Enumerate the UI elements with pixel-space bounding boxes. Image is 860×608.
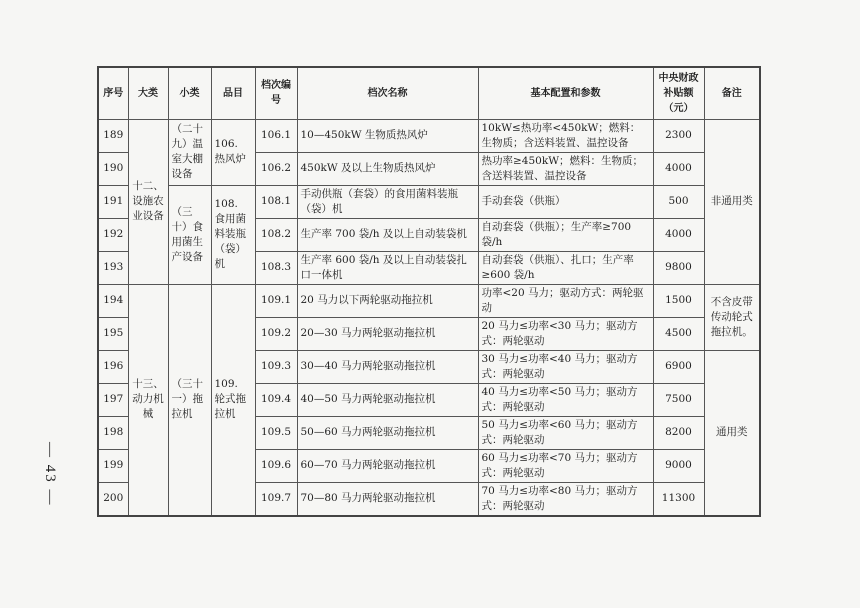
code-cell: 108.1 [255, 185, 297, 218]
name-cell: 60—70 马力两轮驱动拖拉机 [297, 449, 478, 482]
item-cell: 109. 轮式拖拉机 [211, 284, 255, 516]
name-cell: 生产率 600 袋/h 及以上自动装袋扎口一体机 [297, 251, 478, 284]
seq-cell: 197 [98, 383, 128, 416]
code-cell: 109.7 [255, 482, 297, 516]
subsidy-cell: 1500 [653, 284, 704, 317]
config-cell: 30 马力≤功率<40 马力；驱动方式：两轮驱动 [478, 350, 653, 383]
code-cell: 109.3 [255, 350, 297, 383]
major-category-cell: 十二、设施农业设备 [128, 119, 168, 284]
subsidy-cell: 4500 [653, 317, 704, 350]
code-cell: 108.2 [255, 218, 297, 251]
code-cell: 106.2 [255, 152, 297, 185]
subsidy-cell: 9800 [653, 251, 704, 284]
seq-cell: 196 [98, 350, 128, 383]
header-item: 品目 [211, 67, 255, 119]
header-subsidy: 中央财政补贴额（元） [653, 67, 704, 119]
subsidy-cell: 6900 [653, 350, 704, 383]
header-remark: 备注 [704, 67, 760, 119]
config-cell: 自动套袋（供瓶）、扎口；生产率≥600 袋/h [478, 251, 653, 284]
code-cell: 109.6 [255, 449, 297, 482]
name-cell: 生产率 700 袋/h 及以上自动装袋机 [297, 218, 478, 251]
seq-cell: 192 [98, 218, 128, 251]
seq-cell: 194 [98, 284, 128, 317]
code-cell: 106.1 [255, 119, 297, 152]
remark-cell: 非通用类 [704, 119, 760, 284]
name-cell: 50—60 马力两轮驱动拖拉机 [297, 416, 478, 449]
name-cell: 450kW 及以上生物质热风炉 [297, 152, 478, 185]
name-cell: 手动供瓶（套袋）的食用菌料装瓶（袋）机 [297, 185, 478, 218]
config-cell: 自动套袋（供瓶）；生产率≥700 袋/h [478, 218, 653, 251]
code-cell: 109.5 [255, 416, 297, 449]
header-major: 大类 [128, 67, 168, 119]
seq-cell: 189 [98, 119, 128, 152]
table-row [98, 185, 760, 218]
seq-cell: 199 [98, 449, 128, 482]
name-cell: 10—450kW 生物质热风炉 [297, 119, 478, 152]
subsidy-cell: 4000 [653, 218, 704, 251]
major-category-cell: 十三、动力机械 [128, 284, 168, 516]
item-cell: 106. 热风炉 [211, 119, 255, 185]
config-cell: 70 马力≤功率<80 马力；驱动方式：两轮驱动 [478, 482, 653, 516]
seq-cell: 200 [98, 482, 128, 516]
seq-cell: 198 [98, 416, 128, 449]
config-cell: 40 马力≤功率<50 马力；驱动方式：两轮驱动 [478, 383, 653, 416]
remark-cell: 通用类 [704, 350, 760, 516]
code-cell: 109.1 [255, 284, 297, 317]
header-minor: 小类 [168, 67, 211, 119]
page-number: — 43 — [42, 442, 58, 507]
config-cell: 60 马力≤功率<70 马力；驱动方式：两轮驱动 [478, 449, 653, 482]
table-row [98, 284, 760, 317]
config-cell: 功率<20 马力；驱动方式：两轮驱动 [478, 284, 653, 317]
subsidy-table [97, 66, 761, 517]
name-cell: 70—80 马力两轮驱动拖拉机 [297, 482, 478, 516]
item-cell: 108. 食用菌料装瓶（袋）机 [211, 185, 255, 284]
header-config: 基本配置和参数 [478, 67, 653, 119]
subsidy-cell: 2300 [653, 119, 704, 152]
config-cell: 手动套袋（供瓶） [478, 185, 653, 218]
table-row [98, 119, 760, 152]
name-cell: 20 马力以下两轮驱动拖拉机 [297, 284, 478, 317]
config-cell: 10kW≤热功率<450kW；燃料：生物质；含送料装置、温控设备 [478, 119, 653, 152]
header-seq: 序号 [98, 67, 128, 119]
name-cell: 30—40 马力两轮驱动拖拉机 [297, 350, 478, 383]
code-cell: 109.2 [255, 317, 297, 350]
header-row [98, 67, 760, 119]
subsidy-cell: 4000 [653, 152, 704, 185]
name-cell: 40—50 马力两轮驱动拖拉机 [297, 383, 478, 416]
header-code: 档次编号 [255, 67, 297, 119]
config-cell: 50 马力≤功率<60 马力；驱动方式：两轮驱动 [478, 416, 653, 449]
seq-cell: 190 [98, 152, 128, 185]
subsidy-cell: 11300 [653, 482, 704, 516]
seq-cell: 191 [98, 185, 128, 218]
subsidy-cell: 7500 [653, 383, 704, 416]
code-cell: 109.4 [255, 383, 297, 416]
seq-cell: 195 [98, 317, 128, 350]
seq-cell: 193 [98, 251, 128, 284]
minor-category-cell: （三十）食用菌生产设备 [168, 185, 211, 284]
code-cell: 108.3 [255, 251, 297, 284]
minor-category-cell: （二十九）温室大棚设备 [168, 119, 211, 185]
subsidy-cell: 9000 [653, 449, 704, 482]
name-cell: 20—30 马力两轮驱动拖拉机 [297, 317, 478, 350]
header-name: 档次名称 [297, 67, 478, 119]
subsidy-cell: 8200 [653, 416, 704, 449]
config-cell: 热功率≥450kW；燃料：生物质；含送料装置、温控设备 [478, 152, 653, 185]
remark-cell: 不含皮带传动轮式拖拉机。 [704, 284, 760, 350]
config-cell: 20 马力≤功率<30 马力；驱动方式：两轮驱动 [478, 317, 653, 350]
subsidy-cell: 500 [653, 185, 704, 218]
minor-category-cell: （三十一）拖拉机 [168, 284, 211, 516]
